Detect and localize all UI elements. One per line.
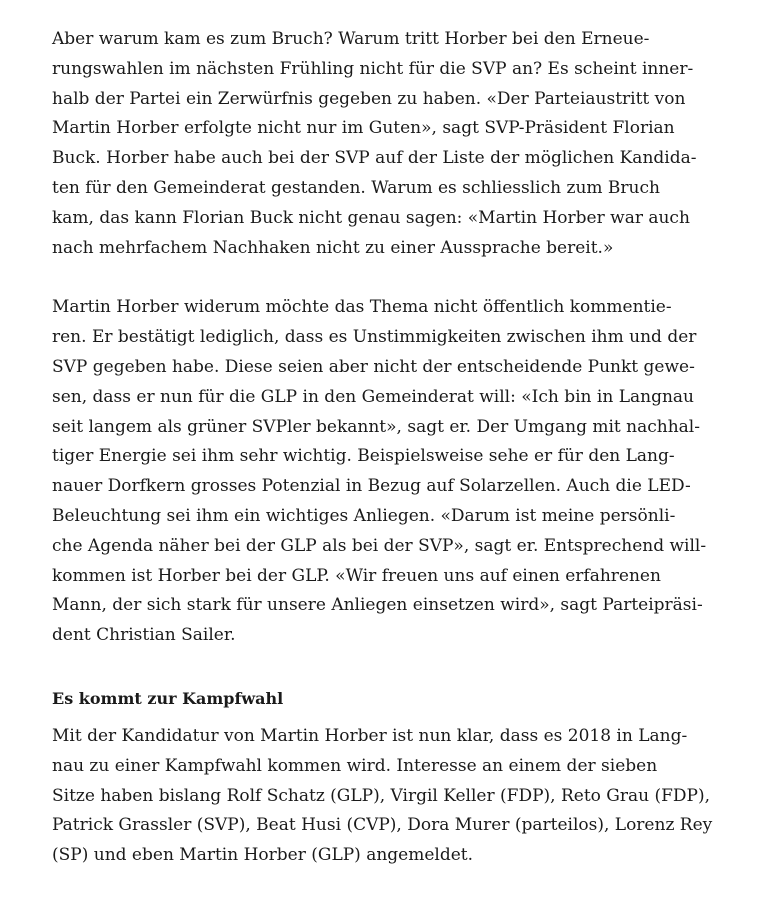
paragraph-line: Sitze haben bislang Rolf Schatz (GLP), Virgil Keller (FDP), Reto Grau (FDP), (52, 785, 711, 806)
paragraph-line: nauer Dorfkern grosses Potenzial in Bezug auf Solarzellen. Auch die LED- (52, 476, 691, 497)
paragraph-line: ten für den Gemeinderat gestanden. Warum es schliesslich zum Bruch (52, 177, 660, 198)
paragraph-line: Beleuchtung sei ihm ein wichtiges Anliegen. «Darum ist meine persönli- (52, 505, 676, 526)
paragraph-line: Aber warum kam es zum Bruch? Warum tritt Horber bei den Erneue- (52, 29, 650, 49)
paragraph-spacer (52, 263, 724, 293)
paragraph-line: Mit der Kandidatur von Martin Horber ist nun klar, dass es 2018 in Lang- (52, 725, 688, 746)
heading-spacer (52, 713, 724, 722)
paragraph-line: sen, dass er nun für die GLP in den Gemeinderat will: «Ich bin in Langnau (52, 386, 694, 407)
paragraph-line: SVP gegeben habe. Diese seien aber nicht der entscheidende Punkt gewe- (52, 356, 695, 377)
paragraph-1 (52, 25, 724, 263)
paragraph-line: Martin Horber erfolgte nicht nur im Guten», sagt SVP-Präsident Florian (52, 118, 675, 139)
paragraph-2 (52, 293, 724, 651)
article-body (52, 25, 724, 871)
paragraph-line: kommen ist Horber bei der GLP. «Wir freuen uns auf einen erfahrenen (52, 565, 661, 586)
paragraph-line: nau zu einer Kampfwahl kommen wird. Interesse an einem der sieben (52, 755, 658, 776)
paragraph-line: tiger Energie sei ihm sehr wichtig. Beispielsweise sehe er für den Lang- (52, 446, 675, 467)
paragraph-line: kam, das kann Florian Buck nicht genau sagen: «Martin Horber war auch (52, 207, 690, 228)
paragraph-line: rungswahlen im nächsten Frühling nicht für die SVP an? Es scheint inner- (52, 58, 694, 79)
paragraph-line: Patrick Grassler (SVP), Beat Husi (CVP), Dora Murer (parteilos), Lorenz Rey (52, 815, 713, 836)
paragraph-line: halb der Partei ein Zerwürfnis gegeben zu haben. «Der Parteiaustritt von (52, 88, 686, 109)
paragraph-3 (52, 722, 724, 871)
paragraph-line: Martin Horber widerum möchte das Thema nicht öffentlich kommentie- (52, 297, 672, 318)
paragraph-line: nach mehrfachem Nachhaken nicht zu einer Aussprache bereit.» (52, 237, 614, 258)
paragraph-line: dent Christian Sailer. (52, 625, 236, 646)
paragraph-line: (SP) und eben Martin Horber (GLP) angemeldet. (52, 845, 474, 866)
paragraph-line: ren. Er bestätigt lediglich, dass es Unstimmigkeiten zwischen ihm und der (52, 327, 697, 348)
paragraph-line: seit langem als grüner SVPler bekannt», sagt er. Der Umgang mit nachhal- (52, 416, 700, 437)
paragraph-line: che Agenda näher bei der GLP als bei der SVP», sagt er. Entsprechend will- (52, 535, 707, 556)
paragraph-line: Mann, der sich stark für unsere Anliegen einsetzen wird», sagt Parteipräsi- (52, 595, 703, 616)
section-heading: Es kommt zur Kampfwahl (52, 688, 284, 708)
paragraph-line: Buck. Horber habe auch bei der SVP auf der Liste der möglichen Kandida- (52, 148, 697, 169)
section-spacer (52, 651, 724, 685)
